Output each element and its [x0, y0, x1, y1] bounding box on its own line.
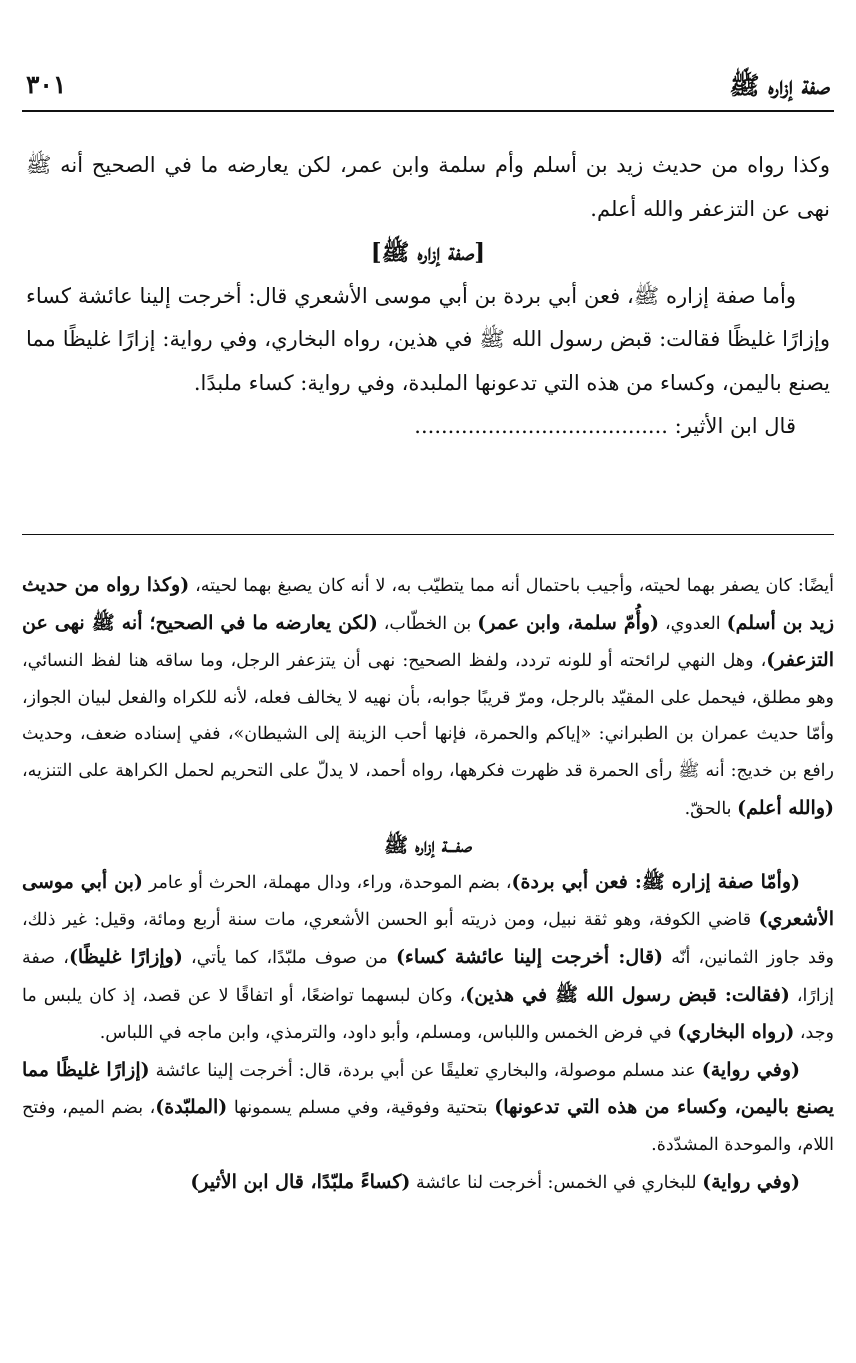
- quoted-matn-text: (وفي رواية): [702, 1170, 800, 1193]
- quoted-matn-text: (الملبّدة): [155, 1096, 228, 1119]
- quoted-matn-text: (وأُمّ سلمة، وابن عمر): [477, 611, 660, 634]
- commentary-text: ، وهل النهي لرائحته أو للونه تردد، ولفظ الصحيح: نهى أن يتزعفر الرجل، وما ساقه هنا لفظ النسائي، وهو مطلق، فيحمل على المقيّد بالرجل، ومرّ قريبًا جوابه، بأن نهيه لا يخالف فعله، لأنه للكراه والفعل لبيان الجواز، وأمّا حديث عمران بن الطبراني: «إياكم والحمرة، فإنها أحب الزينة إلى الشيطان»، ففي إسناده ضعف، وحديث رافع بن خديج: أنه ﷺ رأى الحمرة قد ظهرت فكرهها، رواه أحمد، لا يدلّ على التحريم لحمل الكراهة على التنزيه،: [22, 651, 834, 781]
- running-header: [22, 62, 834, 106]
- commentary-text: ، وكان لبسهما تواضعًا، أو اتفاقًا لا عن قصد، إذ كان يلبس ما وجد،: [22, 985, 834, 1044]
- main-text: [26, 144, 830, 449]
- quoted-matn-text: (فقالت: قبض رسول الله ﷺ في هذين): [465, 983, 790, 1006]
- commentary-text: بن الخطّاب،: [377, 613, 478, 634]
- header-rule: [22, 110, 834, 112]
- quoted-matn-text: (وإزارًا غليظًا): [68, 945, 183, 968]
- commentary-text: ، بضم الموحدة، وراء، ودال مهملة، الحرث أو عامر: [142, 872, 512, 893]
- quoted-matn-text: (لكن يعارضه ما في الصحيح؛ أنه ﷺ نهى عن التزعفر): [22, 611, 834, 672]
- commentary-paragraph-4: [22, 1164, 834, 1202]
- commentary-text: ، بضم الميم، وفتح اللام، والموحدة المشدّدة.: [22, 1098, 834, 1155]
- main-paragraph-2: وأما صفة إزاره ﷺ، فعن أبي بردة بن أبي موسى الأشعري قال: أخرجت إلينا عائشة كساء وإزارًا غليظًا فقالت: قبض رسول الله ﷺ في هذين، رواه البخاري، وفي رواية: إزارًا غليظًا مما يصنع باليمن، وكساء من هذه التي تدعونها الملبدة، وفي رواية: كساء ملبدًا.: [26, 283, 830, 395]
- page-number: ٣٠١: [26, 70, 67, 99]
- commentary-text: بالحقّ.: [684, 798, 738, 819]
- section-heading: [صفة إزاره ﷺ]: [370, 239, 486, 266]
- commentary-paragraph-1: [22, 567, 834, 827]
- running-title: صفة إزاره ﷺ: [729, 71, 830, 100]
- quoted-matn-text: (والله أعلم): [737, 796, 834, 819]
- commentary-text: للبخاري في الخمس: أخرجت لنا عائشة: [410, 1172, 703, 1193]
- commentary-text: في فرض الخمس واللباس، ومسلم، وأبو داود، والترمذي، وابن ماجه في اللباس.: [99, 1023, 678, 1044]
- commentary-text: قاضي الكوفة، وهو ثقة نبيل، ومن ذريته أبو الحسن الأشعري، مات سنة أربع ومائة، وقيل: غير ذلك، وقد جاوز الثمانين، أنّه: [22, 910, 835, 968]
- commentary-text: العدوي،: [659, 613, 727, 634]
- footnote-rule: [22, 534, 834, 535]
- main-paragraph-1: وكذا رواه من حديث زيد بن أسلم وأم سلمة وابن عمر، لكن يعارضه ما في الصحيح أنه ﷺ نهى عن التزعفر والله أعلم.: [26, 153, 830, 221]
- main-paragraph-3: قال ابن الأثير: ......................................: [414, 414, 796, 438]
- commentary-paragraph-2: [22, 864, 834, 1052]
- commentary: [22, 567, 834, 1201]
- commentary-text: من صوف ملبّدًا، كما يأتي،: [182, 947, 396, 968]
- commentary-paragraph-3: [22, 1052, 834, 1164]
- quoted-matn-text: (رواه البخاري): [677, 1021, 795, 1044]
- commentary-section-title: صفـــة إزاره ﷺ: [383, 833, 473, 858]
- commentary-text: عند مسلم موصولة، والبخاري تعليقًا عن أبي بردة، قال: أخرجت إلينا عائشة: [149, 1060, 702, 1081]
- quoted-matn-text: (إزارًا غليظًا مما يصنع باليمن، وكساء من هذه التي تدعونها): [22, 1058, 834, 1119]
- quoted-matn-text: (بن أبي موسى الأشعري): [22, 870, 834, 931]
- quoted-matn-text: (وكذا رواه من حديث زيد بن أسلم): [22, 574, 834, 634]
- quoted-matn-text: (وأمّا صفة إزاره ﷺ: فعن أبي بردة): [511, 870, 800, 893]
- commentary-text: ، صفة إزارًا،: [22, 947, 835, 1006]
- quoted-matn-text: (قال: أخرجت إلينا عائشة كساء): [395, 945, 664, 968]
- commentary-text: بتحتية وفوقية، وفي مسلم يسمونها: [227, 1098, 495, 1119]
- quoted-matn-text: (كساءً ملبّدًا، قال ابن الأثير): [190, 1170, 411, 1193]
- quoted-matn-text: (وفي رواية): [701, 1058, 800, 1081]
- commentary-text: أيضًا: كان يصفر بهما لحيته، وأجيب باحتمال أنه مما يتطيّب به، لا أنه كان يصبغ بهما لحيته،: [189, 576, 834, 596]
